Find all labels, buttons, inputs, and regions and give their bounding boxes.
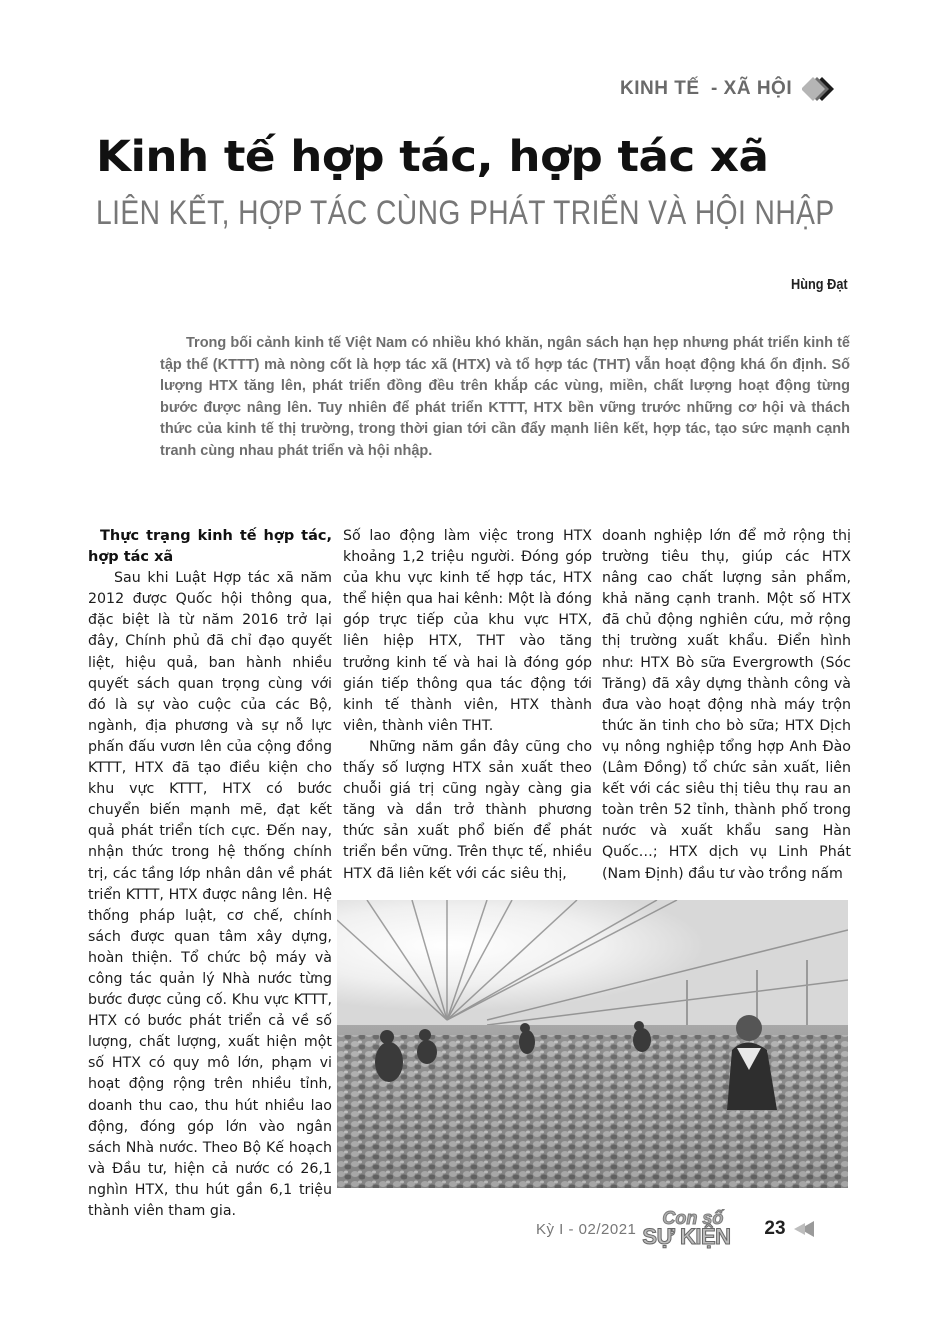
column-1 <box>88 526 332 1222</box>
chevron-stack-icon <box>802 76 850 102</box>
section-tag <box>620 76 850 102</box>
lead-paragraph: Trong bối cảnh kinh tế Việt Nam có nhiều khó khăn, ngân sách hạn hẹp nhưng phát triển kinh tế tập thể (KTTT) mà nòng cốt là hợp tác xã (HTX) và tổ hợp tác (THT) vẫn hoạt động khá ổn định. Số lượng HTX tăng lên, phát triển đồng đều trên khắp các vùng, miền, chất lượng hoạt động từng bước được nâng lên. Tuy nhiên để phát triển KTTT, HTX bền vững trước những cơ hội và thách thức của kinh tế thị trường, trong thời gian tới cần đẩy mạnh liên kết, hợp tác, tạo sức mạnh cạnh tranh cùng nhau phát triển và hội nhập. <box>160 335 850 459</box>
logo-top-text: Con số <box>662 1208 724 1228</box>
body-paragraph: Những năm gần đây cũng cho thấy số lượng HTX sản xuất theo chuỗi giá trị cũng ngày càng gia tăng và dần trở thành phương thức sản xuất phổ biến để phát triển bền vững. Trên thực tế, nhiều HTX đã liên kết với các siêu thị, <box>343 738 592 882</box>
magazine-logo <box>642 1208 754 1249</box>
page-number: 23 <box>764 1218 786 1239</box>
page-footer <box>536 1208 816 1249</box>
article-title: Kinh tế hợp tác, hợp tác xã <box>96 132 769 182</box>
body-paragraph: doanh nghiệp lớn để mở rộng thị trường tiêu thụ, giúp các HTX nâng cao chất lượng sản phẩm, khả năng cạnh tranh. Một số HTX đã chủ động nghiên cứu, mở rộng thị trường xuất khẩu. Điển hình như: HTX Bò sữa Evergrowth (Sóc Trăng) đã xây dựng thành công và đưa vào hoạt động nhà máy trộn thức ăn tinh cho bò sữa; HTX Dịch vụ nông nghiệp tổng hợp Anh Đào (Lâm Đồng) tổ chức sản xuất, liên kết với các siêu thị tiêu thụ rau an toàn trên 52 tỉnh, thành phố trong nước và xuất khẩu sang Hàn Quốc…; HTX dịch vụ Linh Phát (Nam Định) đầu tư vào trồng nấm <box>602 528 851 882</box>
greenhouse-photo <box>337 900 848 1188</box>
column-3 <box>602 526 851 885</box>
article-subtitle: LIÊN KẾT, HỢP TÁC CÙNG PHÁT TRIỂN VÀ HỘI NHẬP <box>96 194 835 232</box>
photo-illustration <box>337 900 848 1188</box>
body-paragraph: Sau khi Luật Hợp tác xã năm 2012 được Quốc hội thông qua, đặc biệt là từ năm 2016 trở lại đây, Chính phủ đã chỉ đạo quyết liệt, hiệu quả, ban hành nhiều quyết sách quan trọng cùng với đó là sự vào cuộc của các Bộ, ngành, địa phương và sự nỗ lực phấn đấu vươn lên của cộng đồng KTTT, HTX đã tạo điều kiện cho khu vực KTTT, HTX có bước chuyển biến mạnh mẽ, đạt kết quả phát triển tích cực. Đến nay, nhận thức trong hệ thống chính trị, các tầng lớp nhân dân về phát triển KTTT, HTX được nâng lên. Hệ thống pháp luật, cơ chế, chính sách được quan tâm xây dựng, hoàn thiện. Tổ chức bộ máy và công tác quản lý Nhà nước từng bước được củng cố. Khu vực KTTT, HTX có bước phát triển cả về số lượng, chất lượng, xuất hiện một số HTX có quy mô lớn, phạm vi hoạt động rộng trên nhiều tỉnh, doanh thu cao, thu hút nhiều lao động, đóng góp lớn vào ngân sách Nhà nước. Theo Bộ Kế hoạch và Đầu tư, hiện cả nước có 26,1 nghìn HTX, thu hút gần 6,1 triệu thành viên tham gia. <box>88 570 332 1219</box>
issue-label: Kỳ I - 02/2021 <box>536 1220 637 1238</box>
author-byline: Hùng Đạt <box>791 276 848 293</box>
triangle-left-icon <box>792 1220 816 1238</box>
body-paragraph: Số lao động làm việc trong HTX khoảng 1,2 triệu người. Đóng góp của khu vực kinh tế hợp tác, HTX thể hiện qua hai kênh: Một là đóng góp trực tiếp của khu vực HTX, liên hiệp HTX, THT vào tăng trưởng kinh tế và hai là đóng góp gián tiếp thông qua tác động tới kinh tế thành viên, HTX thành viên, thành viên THT. <box>343 528 592 734</box>
section-label: KINH TẾ - XÃ HỘI <box>620 78 793 99</box>
logo-bottom-text: SỰ KIỆN <box>642 1224 731 1249</box>
section-heading: Thực trạng kinh tế hợp tác, hợp tác xã <box>88 528 332 566</box>
column-2 <box>343 526 592 885</box>
